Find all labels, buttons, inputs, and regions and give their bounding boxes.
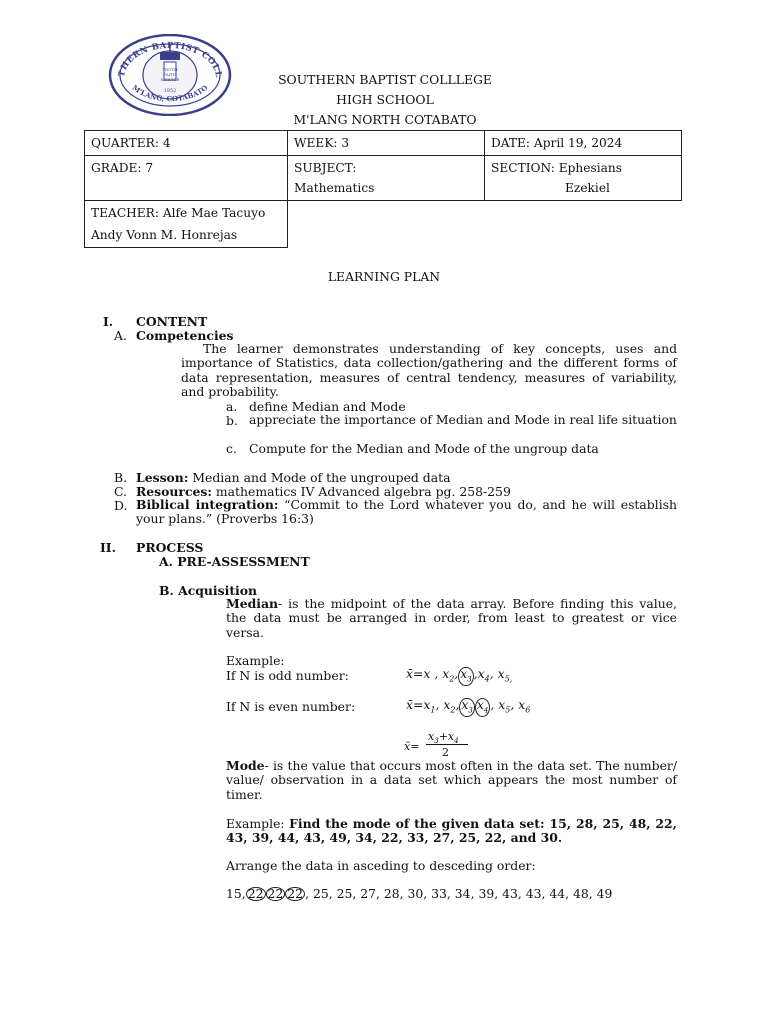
svg-text:TRUTH: TRUTH: [162, 67, 178, 72]
median-definition: [226, 597, 677, 640]
section-value: Ezekiel: [565, 181, 610, 195]
section-1-heading: CONTENT: [136, 314, 208, 329]
section-2-number: II.: [100, 540, 116, 555]
seal-text-top: THERN BAPTIST COLL: [116, 40, 224, 79]
section-1-number: I.: [103, 314, 114, 329]
objective-b-letter: b.: [226, 413, 238, 428]
school-location: M'LANG NORTH COTABATO: [293, 112, 477, 127]
date-cell: DATE: April 19, 2024: [485, 131, 682, 156]
resources-label: Resources:: [136, 484, 212, 499]
resources-value: mathematics IV Advanced algebra pg. 258-259: [215, 484, 511, 499]
objective-a: define Median and Mode: [249, 399, 406, 414]
teacher-1: TEACHER: Alfe Mae Tacuyo: [91, 206, 266, 220]
info-table: [84, 130, 682, 248]
biblical-label: Biblical integration:: [136, 497, 279, 512]
mode-example-data: Find the mode of the given data set: 15, 28, 25, 48, 22, 43, 39, 44, 43, 49, 34, 22, 33, 27, 25, 22, and 30.: [226, 816, 677, 846]
objective-b: appreciate the importance of Median and Mode in real life situation: [249, 412, 677, 427]
subject-value: Mathematics: [294, 181, 375, 195]
svg-text:FAITH: FAITH: [163, 72, 177, 77]
circled-value: 22: [267, 886, 284, 901]
example-label: Example:: [226, 653, 285, 668]
competencies-heading: Competencies: [136, 328, 234, 343]
subject-label: SUBJECT:: [294, 161, 357, 175]
sorted-first: 15,: [226, 886, 246, 901]
school-dept: HIGH SCHOOL: [336, 92, 434, 107]
sorted-data: [226, 886, 612, 901]
biblical-value: “Commit to the Lord whatever you do, and he will establish your plans.” (Proverbs 16:3): [136, 497, 677, 527]
school-name: SOUTHERN BAPTIST COLLLEGE: [278, 72, 492, 87]
lesson-value: Median and Mode of the ungrouped data: [192, 470, 451, 485]
section-label: SECTION: Ephesians: [491, 161, 622, 175]
biblical-letter: D.: [114, 498, 128, 513]
objective-a-letter: a.: [226, 399, 238, 414]
quarter-cell: QUARTER: 4: [85, 131, 288, 156]
circled-value: 22: [247, 886, 264, 901]
week-cell: WEEK: 3: [288, 131, 485, 156]
mode-definition: [226, 759, 677, 802]
teacher-2: Andy Vonn M. Honrejas: [91, 228, 238, 242]
median-term: Median: [226, 596, 279, 611]
even-formula: $x̄=x_1$, $x_2$, $x_3$ $x_4$ , $x_5$, $x_6$: [406, 697, 530, 717]
sorted-rest: , 25, 25, 27, 28, 30, 33, 34, 39, 43, 43, 44, 48, 49: [305, 886, 613, 901]
objective-c: Compute for the Median and Mode of the ungroup data: [249, 441, 599, 456]
pre-assessment-heading: A. PRE-ASSESSMENT: [159, 554, 310, 569]
seal-year: 1952: [163, 88, 177, 94]
mode-example-prefix: Example:: [226, 816, 290, 831]
objective-c-letter: c.: [226, 441, 237, 456]
competency-text: The learner demonstrates understanding of key concepts, uses and importance of Statistics, data collection/gathering and the different forms of data representation, measures of central tendency, measures of variability, and probability.: [181, 341, 677, 400]
odd-formula: x̄=x , $x_2$, $x_3$ $,x_4$, $x_{5,}$: [406, 666, 512, 686]
arrange-instruction: Arrange the data in asceding to desceding order:: [226, 858, 536, 873]
section-2-heading: PROCESS: [136, 540, 204, 555]
mode-example: [226, 817, 677, 846]
biblical-line: [136, 498, 677, 527]
resources-letter: C.: [114, 484, 127, 499]
mode-def-text: - is the value that occurs most often in the data set. The number/ value/ observation in a data set which appears the most number of timer.: [226, 758, 677, 802]
seal-text-bottom: M'LANG, COTABATO: [130, 83, 210, 104]
competencies-letter: A.: [114, 328, 127, 343]
lesson-label: Lesson:: [136, 470, 189, 485]
section-cell: [485, 156, 682, 201]
document-title: LEARNING PLAN: [327, 269, 441, 284]
svg-text:SERVICE: SERVICE: [160, 77, 180, 82]
school-seal: [108, 34, 232, 116]
circled-value: 22: [287, 886, 304, 901]
median-def-text: - is the midpoint of the data array. Before finding this value, the data must be arranged in order, from least to greatest or vice versa.: [226, 596, 677, 640]
even-label: If N is even number:: [226, 699, 356, 714]
odd-label: If N is odd number:: [226, 668, 349, 683]
acquisition-heading: B. Acquisition: [159, 583, 258, 598]
lesson-letter: B.: [114, 470, 128, 485]
teacher-cell: [85, 201, 288, 248]
subject-cell: [288, 156, 485, 201]
grade-cell: GRADE: 7: [85, 156, 288, 201]
mode-term: Mode: [226, 758, 265, 773]
lesson-line: [136, 470, 450, 485]
